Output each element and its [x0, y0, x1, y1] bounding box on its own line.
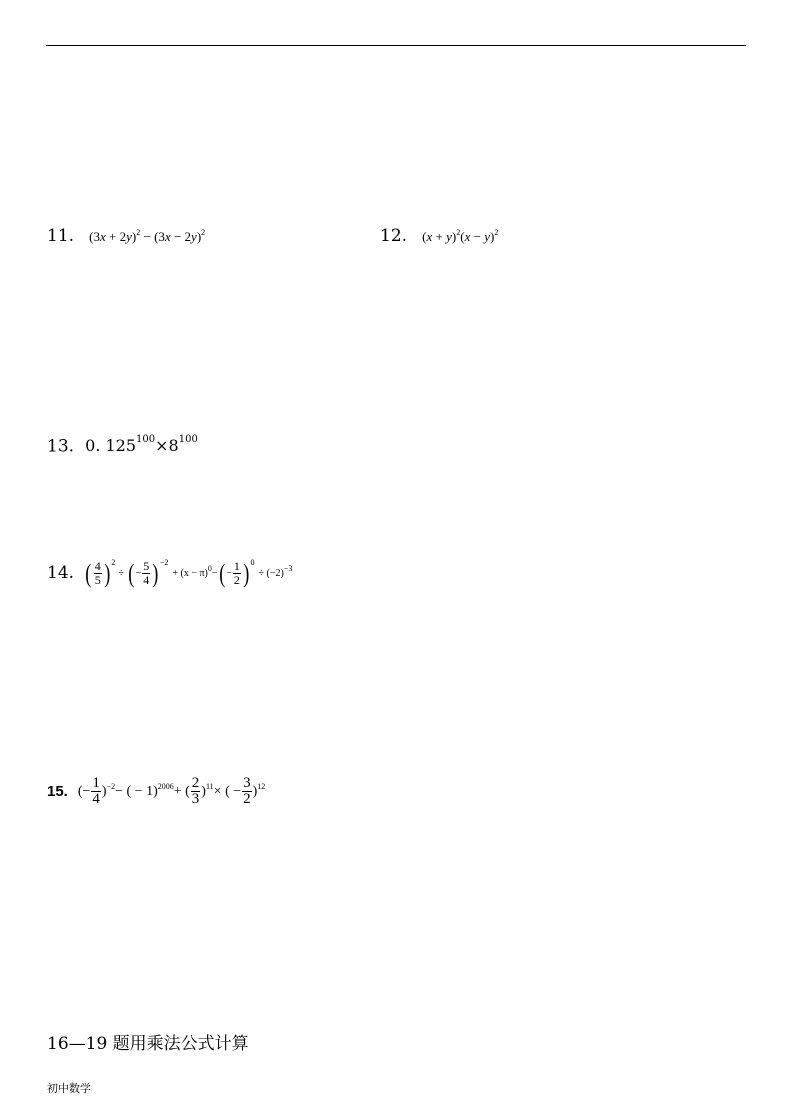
problem-expression: 0. $125^{100}\times 8^{100}$ [85, 434, 198, 456]
footer-label: 初中数学 [47, 1082, 91, 1095]
fraction: $\frac{5}{4}$ [143, 559, 150, 587]
fraction: $\frac{1}{2}$ [233, 559, 240, 587]
problem-14 [47, 560, 292, 587]
fraction: $\frac{1}{4}$ [92, 775, 100, 807]
problem-expression: (− $\frac{1}{4}$ ) −2 − ( − 1) 2006 + ( $\frac{2}{3}$ ) 11 × ( − $\frac{3}{2}$ ) 12 [77, 775, 266, 807]
problem-number: 12. [380, 226, 408, 246]
problem-13 [47, 434, 198, 457]
problem-12 [380, 228, 498, 245]
problem-15 [47, 776, 265, 807]
problem-number: 11. [47, 226, 75, 246]
problem-number: 14. [47, 563, 75, 583]
section-heading: 16—19 题用乘法公式计算 [47, 1034, 249, 1054]
problem-expression: ( $\frac{4}{5}$ ) 2 ÷ ( − $\frac{5}{4}$ ) −2 + (x − π) 0 − ( − $\frac{1}{2}$ ) 0 ÷ (−2) −3 [85, 558, 293, 588]
fraction: $\frac{2}{3}$ [191, 775, 200, 807]
problem-number: 15. [47, 783, 68, 800]
fraction: $\frac{4}{5}$ [94, 559, 101, 587]
problem-11 [47, 228, 205, 245]
problem-number: 13. [47, 436, 75, 457]
problem-expression: $(3x + 2y)^2 - (3x - 2y)^2$ [89, 227, 206, 244]
problem-expression: $(x + y)^2(x - y)^2$ [422, 227, 499, 244]
fraction: $\frac{3}{2}$ [243, 775, 251, 807]
header-rule [46, 45, 746, 46]
